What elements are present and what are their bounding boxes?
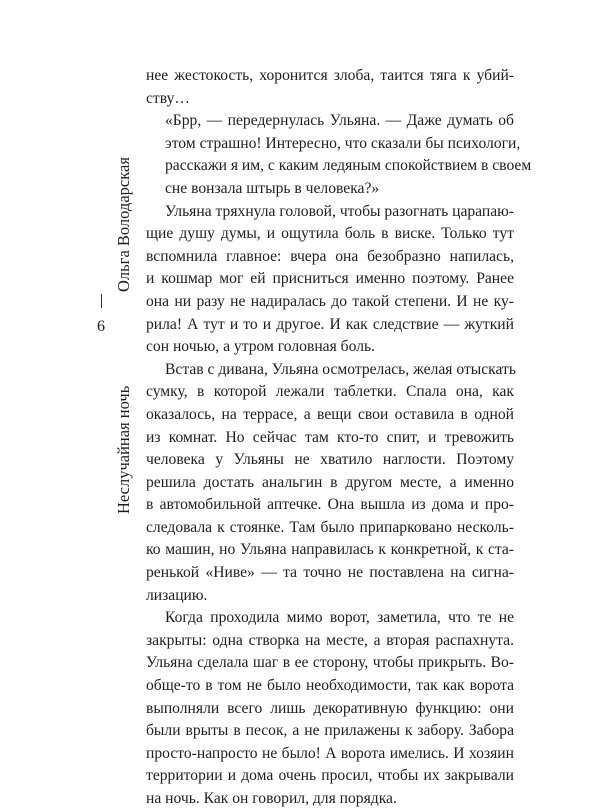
running-head-author: Ольга Володарская [114,157,133,292]
body-text [146,65,532,811]
text-line: и кошмар мог ей присниться именно поэтому. Ранее [146,270,514,288]
paragraph [146,65,514,110]
text-line: в автомобильной аптечке. Она вышла из дома и про- [146,496,514,514]
running-head-book-title: Неслучайная ночь [114,385,133,514]
text-line: оказалось, на террасе, а вещи свои оставила в одной [146,405,514,423]
text-line: щие душу думы, и ощутила боль в виске. Только тут [146,225,514,243]
text-line: Встав с дивана, Ульяна осмотрелась, желая отыскать [165,360,516,378]
page-number: 6 [97,318,105,335]
text-line: ренькой «Ниве» — та точно не поставлена на сигна- [146,564,514,582]
text-line: «Брр, — передернулась Ульяна. — Даже думать об [165,112,514,130]
text-line: лизацию. [146,586,208,604]
text-line: нее жестокость, хоронится злоба, таится тяга к убий- [146,67,514,84]
text-line: на ночь. Как он говорил, для порядка. [146,790,397,807]
text-line: ству… [146,89,190,107]
paragraph [146,201,514,359]
text-line: Ульяна тряхнула головой, чтобы разогнать царапаю- [165,202,514,220]
running-head-divider [101,294,102,308]
text-line: выполняли всего лишь декоративную функцию: они [146,699,514,717]
text-line: обще-то в том не было необходимости, так как ворота [146,677,514,695]
text-line: сне вонзала штырь в человека?» [165,179,380,197]
paragraph [146,607,514,810]
text-line: сон ночью, а утром головная боль. [146,338,375,356]
text-line: сумку, в которой лежали таблетки. Спала она, как [146,383,514,401]
text-line: просто-напросто не было! А ворота имелись. И хозяин [146,744,514,762]
text-line: вспомнила главное: вчера она безобразно напилась, [146,247,514,265]
text-line: Когда проходила мимо ворот, заметила, что те не [165,609,514,627]
text-line: рила! А тут и то и другое. И как следствие — жуткий [146,315,514,333]
text-line: расскажи я им, с каким ледяным спокойствием в своем [165,157,532,175]
text-line: она ни разу не надиралась до такой степени. И не ку- [146,292,514,310]
text-line: Ульяна сделала шаг в ее сторону, чтобы прикрыть. Во- [146,654,514,672]
text-line: из комнат. Но сейчас там кто-то спит, и тревожить [146,428,514,446]
text-line: ко машин, но Ульяна направилась к конкретной, к ста- [146,541,514,559]
text-line: были врыты в песок, а не прилажены к забору. Забора [146,722,514,740]
text-line: человека у Ульяны не хватило наглости. Поэтому [146,451,514,469]
paragraph [146,359,514,608]
text-line: следовала к стоянке. Там было припарковано несколь- [146,518,514,536]
text-line: территории и дома очень просил, чтобы их закрывали [146,767,514,785]
paragraph [146,110,532,200]
text-line: решила достать анальгин в другом месте, а именно [146,473,514,491]
text-line: закрыты: одна створка на месте, а вторая распахнута. [146,631,514,649]
text-line: этом страшно! Интересно, что сказали бы психологи, [165,134,521,152]
